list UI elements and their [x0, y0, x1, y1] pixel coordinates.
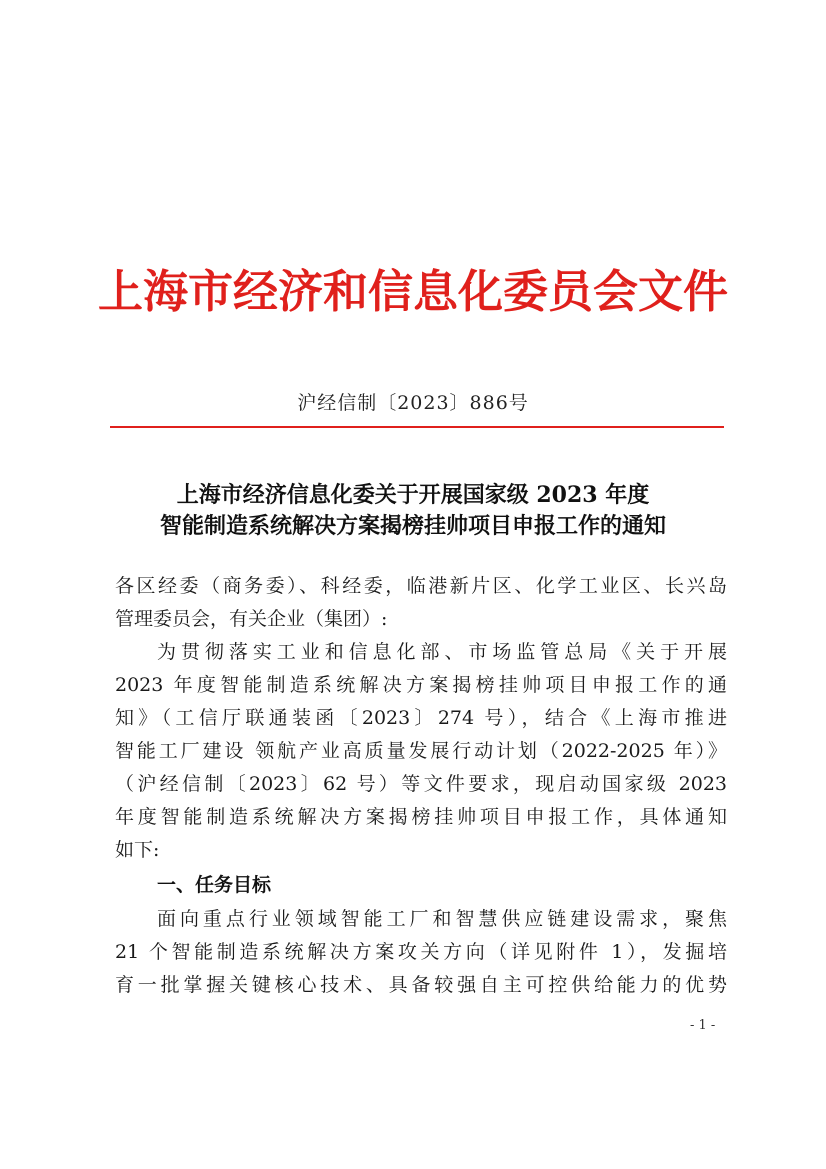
paragraph-line: 21 个智能制造系统解决方案攻关方向（详见附件 1），发掘培	[115, 941, 727, 963]
paragraph-line: 知》（工信厅联通装函〔2023〕274 号），结合《上海市推进	[115, 707, 727, 729]
paragraph-line: （沪经信制〔2023〕62 号）等文件要求，现启动国家级 2023	[115, 773, 727, 795]
paragraph-line: 如下:	[115, 839, 160, 861]
addressee-line: 管理委员会，有关企业（集团）:	[115, 608, 388, 630]
paragraph-line: 为贯彻落实工业和信息化部、市场监管总局《关于开展	[157, 641, 727, 663]
addressee-line: 各区经委（商务委）、科经委，临港新片区、化学工业区、长兴岛	[115, 575, 727, 597]
paragraph-line: 育一批掌握关键核心技术、具备较强自主可控供给能力的优势	[115, 974, 727, 996]
page-number: - 1 -	[690, 1018, 716, 1033]
issuer-header-title: 上海市经济和信息化委员会文件	[97, 265, 728, 318]
document-number: 沪经信制〔2023〕886号	[297, 392, 529, 414]
paragraph-line: 智能工厂建设 领航产业高质量发展行动计划（2022-2025 年）》	[115, 740, 727, 762]
paragraph-line: 2023 年度智能制造系统解决方案揭榜挂帅项目申报工作的通	[115, 674, 727, 696]
paragraph-line: 面向重点行业领域智能工厂和智慧供应链建设需求，聚焦	[157, 908, 727, 930]
paragraph-line: 年度智能制造系统解决方案揭榜挂帅项目申报工作，具体通知	[115, 806, 727, 828]
notice-title-line-2: 智能制造系统解决方案揭榜挂帅项目申报工作的通知	[159, 513, 666, 539]
notice-title-line-1: 上海市经济信息化委关于开展国家级 2023 年度	[176, 482, 650, 508]
red-divider-line	[110, 426, 724, 428]
section-heading: 一、任务目标	[157, 874, 272, 896]
